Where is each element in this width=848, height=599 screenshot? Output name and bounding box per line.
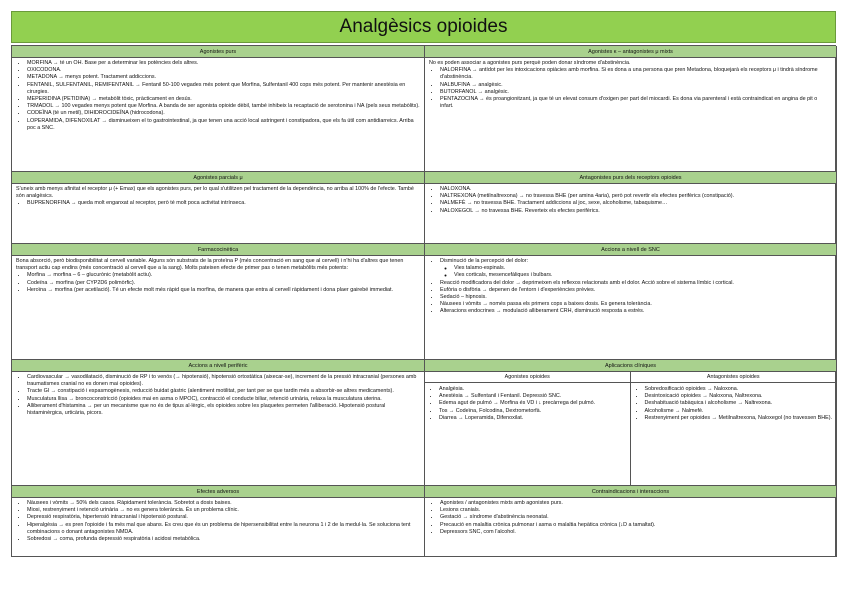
- list-item: • Cardiovascular → vasodilatació, disminució de RP i to venós (→ hipotensió), hipotensió ortostàtica (aixecar-se), increment de la pressió intracranial (persones amb traumatismes cranial no es donen mai opioides).: [27, 374, 420, 388]
- list-item: • Lesions cranials.: [440, 507, 832, 514]
- farmacocinetica-content: [12, 256, 425, 360]
- list-item: • Agonistes / antagonistes mixts amb agonistes purs.: [440, 500, 832, 507]
- header-agonistes-purs: Agonistes purs: [12, 46, 425, 58]
- list-item: • Precaució en malaltia crònica pulmonar i asma o malaltia hepàtica crònica (↓D a tamaltat).: [440, 522, 832, 529]
- content-table: [11, 45, 836, 557]
- subheader-antagonistes-opioides: Antagonistes opioides: [631, 372, 837, 383]
- list-item: • Tracte GI → constipació i espasmogènesis, reducció buidat gàstric (alentiment motilitat, per tant per se que tardin més a absorbir-se altres medicaments).: [27, 388, 420, 395]
- list-item: • Musculatura llisa → broncoconstricció (opioides mai en asma o MPOC), contracció el conducte biliar, retenció urinària, relaxa la musculatura uterina.: [27, 396, 420, 403]
- list-item: • Sobredosificació opioides → Naloxona.: [645, 386, 834, 393]
- list-item: • Sobredosi → coma, profunda depressió respiratòria i acidosi metabòlica.: [27, 536, 420, 543]
- list-item: • NALOXONA.: [440, 186, 832, 193]
- aplicacions-agonistes-column: [425, 372, 631, 485]
- list-item: • NALOXEGOL → no travessa BHE. Reverteix els efectes perifèrics.: [440, 208, 832, 215]
- efectes-adversos-content: [12, 498, 425, 557]
- list-item-text: Disminució de la percepció del dolor:: [440, 258, 529, 264]
- list-item: • NALMEFÈ → no travessa BHE. Tractament addiccions al joc, sexe, alcoholisme, tabaquisme…: [440, 200, 832, 207]
- list-item: • Depressió respiratòria, hipertensió intracranial i hipotensió postural.: [27, 514, 420, 521]
- list-item: • Morfina → morfina – 6 – glucurònic (metabòlit actiu).: [27, 272, 420, 279]
- sub-list-item: ◦ Vies corticals, mesencefàliques i bulbars.: [454, 272, 832, 279]
- header-aplicacions: Aplicacions clíniques: [425, 360, 837, 372]
- document-title: Analgèsics opioides: [11, 11, 836, 43]
- list-item: • Heroïna → morfina (per acetilació). Té un efecte molt més ràpid que la morfina, de manera que entra al cervell ràpidament i dona plaer gairebé immediat.: [27, 287, 420, 294]
- header-accions-periferic: Accions a nivell perifèric: [12, 360, 425, 372]
- list-item: • TRMADOL → 100 vegades menys potent que Morfina. A banda de ser agonista opioide dèbil, també inhibeix la recaptació de serotonina i NA (pels seus metabòlits).: [27, 103, 420, 110]
- header-efectes-adversos: Efectes adversos: [12, 486, 425, 498]
- list-item: • Analgèsia.: [439, 386, 627, 393]
- list-item: • Depressors SNC, com l'alcohol.: [440, 529, 832, 536]
- list-item: • Deshabituació tabàquica i alcoholisme → Naltrexona.: [645, 400, 834, 407]
- section-intro: Bona absorció, però biodisponibilitat al cervell variable. Alguns són substrats de la proteïna P (més concentració en sang que al cervell) i n'hi ha d'altres que tenen transport actiu cap endins (més concentració al cervell que a la sang). Molts pateixen efecte de primer pas o tenen metabòlits més potents:: [16, 258, 404, 272]
- agonistes-purs-content: [12, 58, 425, 172]
- list-item: • Tos → Codeïna, Folcodina, Dextrometorfà.: [439, 408, 627, 415]
- section-intro: No es poden associar a agonistes purs perquè poden donar síndrome d'abstinència.: [429, 60, 631, 66]
- sub-list-item: ◦ Vies talamo-espinals.: [454, 265, 832, 272]
- list-item: • OXICODONA.: [27, 67, 420, 74]
- contraindicacions-content: [425, 498, 837, 557]
- accions-periferic-content: [12, 372, 425, 486]
- section-intro: S'uneix amb menys afinitat el receptor μ (+ Emax) que els agonistes purs, per lo qual s'utilitzen pel tractament de la dependència, no arriba al 100% de l'efecte. També són analgèsics.: [16, 186, 414, 200]
- list-item: • METADONA → menys potent. Tractament addiccions.: [27, 74, 420, 81]
- list-item: • BUTORFANOL → analgèsic.: [440, 89, 832, 96]
- antagonistes-purs-content: [425, 184, 837, 244]
- list-item: • Alliberament d'histamina → per un mecanisme que no és de tipus al·lèrgic, els opioides sobre les plaquetes permeten l'alliberació. Hipotensió postural histaminèrgica, urticària, picors.: [27, 403, 420, 417]
- header-antagonistes-purs: Antagonistes purs dels receptors opioides: [425, 172, 837, 184]
- list-item: • PENTAZOCINA → és proangionitzant, ja que té un elevat consum d'oxigen per part del miocardi. Es dona via parenteral i està contraindicat en angina de pit o infart.: [440, 96, 832, 110]
- list-item: • Sedació – hipnosis.: [440, 294, 832, 301]
- accions-snc-content: [425, 256, 837, 360]
- list-item: • Codeïna → morfina (per CYP2D6 polimòrfic).: [27, 280, 420, 287]
- list-item: • Alcoholisme → Nalmefè.: [645, 408, 834, 415]
- list-item: • Edema agut de pulmó → Morfina és VD i ↓ precàrrega del pulmó.: [439, 400, 627, 407]
- list-item: • Hiperalgèsia → es pren l'opioide i fa més mal que abans. Es creu que és un problema de hipersensibilitat entre la neurona 1 i 2 de la medul·la. Se soluciona tent combinacions o donant antagonistes NMDA.: [27, 522, 420, 536]
- list-item: • CODEÏNA (té un metil), DIHIDROCIDEÏNA (hidrocodona).: [27, 110, 420, 117]
- header-agonistes-mixts: Agonistes κ – antagonistes μ mixts: [425, 46, 837, 58]
- list-item: • Reacció modificadora del dolor → deprimeixen els reflexos relacionats amb el dolor. Acció sobre el sistema límbic i cortical.: [440, 280, 832, 287]
- list-item: • Eufòria o disfòria → depenen de l'entorn i d'experiències prèvies.: [440, 287, 832, 294]
- list-item: • Nàusees i vòmits → només passa els primers cops a baixes dosis. Es genera tolerància.: [440, 301, 832, 308]
- list-item: • Anestèsia → Sulfentanil i Fentanil. Depressió SNC.: [439, 393, 627, 400]
- header-accions-snc: Accions a nivell de SNC: [425, 244, 837, 256]
- list-item: • Restrenyiment per opioides → Metilnaltrexona, Naloxegol (no travessen BHE).: [645, 415, 834, 422]
- list-item: • Alteracions endocrines → modulació alliberament CRH, disminució resposta a estrès.: [440, 308, 832, 315]
- list-item: • Diarrea → Loperamida, Difenoxilat.: [439, 415, 627, 422]
- list-item: • NALORFINA → antídot per les intoxicacions opiàcies amb morfina. Si es dona a una persona que pren Metadona, bloquejarà els receptors μ i tindrà síndrome d'abstinència.: [440, 67, 832, 81]
- agonistes-mixts-content: [425, 58, 837, 172]
- header-agonistes-parcials: Agonistes parcials μ: [12, 172, 425, 184]
- list-item: • FENTANIL, SULFENTANIL, REMIFENTANIL → Fentanil 50-100 vegades més potent que Morfina, Sulfentanil 400 cops més potent. Per mantenir anestèsia en cirurgies.: [27, 82, 420, 96]
- agonistes-parcials-content: [12, 184, 425, 244]
- aplicacions-content: [425, 372, 837, 486]
- list-item: • MEPERIDINA (PETIDINA) → metabòlit tòxic, pràcticament en desús.: [27, 96, 420, 103]
- list-item: • NALTREXONA (metilnaltrexona) → no travessa BHE (per amina 4aria), però pot revertir els efectes perifèrics (constipació).: [440, 193, 832, 200]
- list-item: • NALBUFINA → analgèsic.: [440, 82, 832, 89]
- header-farmacocinetica: Farmacocinètica: [12, 244, 425, 256]
- list-item: • Miosi, restrenyiment i retenció urinària → no es genera tolerància. És un problema clínic.: [27, 507, 420, 514]
- list-item: • Desintoxicació opioides → Naloxona, Naltrexona.: [645, 393, 834, 400]
- list-item: [440, 258, 832, 280]
- list-item: • MORFINA → té un OH. Base per a determinar les potències dels altres.: [27, 60, 420, 67]
- subheader-agonistes-opioides: Agonistes opioides: [425, 372, 630, 383]
- list-item: • Nàusees i vòmits → 50% dels casos. Ràpidament tolerància. Sobretot a dosis baixes.: [27, 500, 420, 507]
- aplicacions-antagonistes-column: [631, 372, 837, 485]
- header-contraindicacions: Contraindicacions i interaccions: [425, 486, 837, 498]
- list-item: • BUPRENORFINA → queda molt enganxat al receptor, però té molt poca activitat intrínseca.: [27, 200, 420, 207]
- list-item: • LOPERAMIDA, DIFENOXILAT → disminueixen el to gastrointestinal, ja que tenen una acció local astringent i constipadora, que els fa útil com antidiarreics. Arriba poc a SNC.: [27, 118, 420, 132]
- list-item: • Gestació → síndrome d'abstinència neonatal.: [440, 514, 832, 521]
